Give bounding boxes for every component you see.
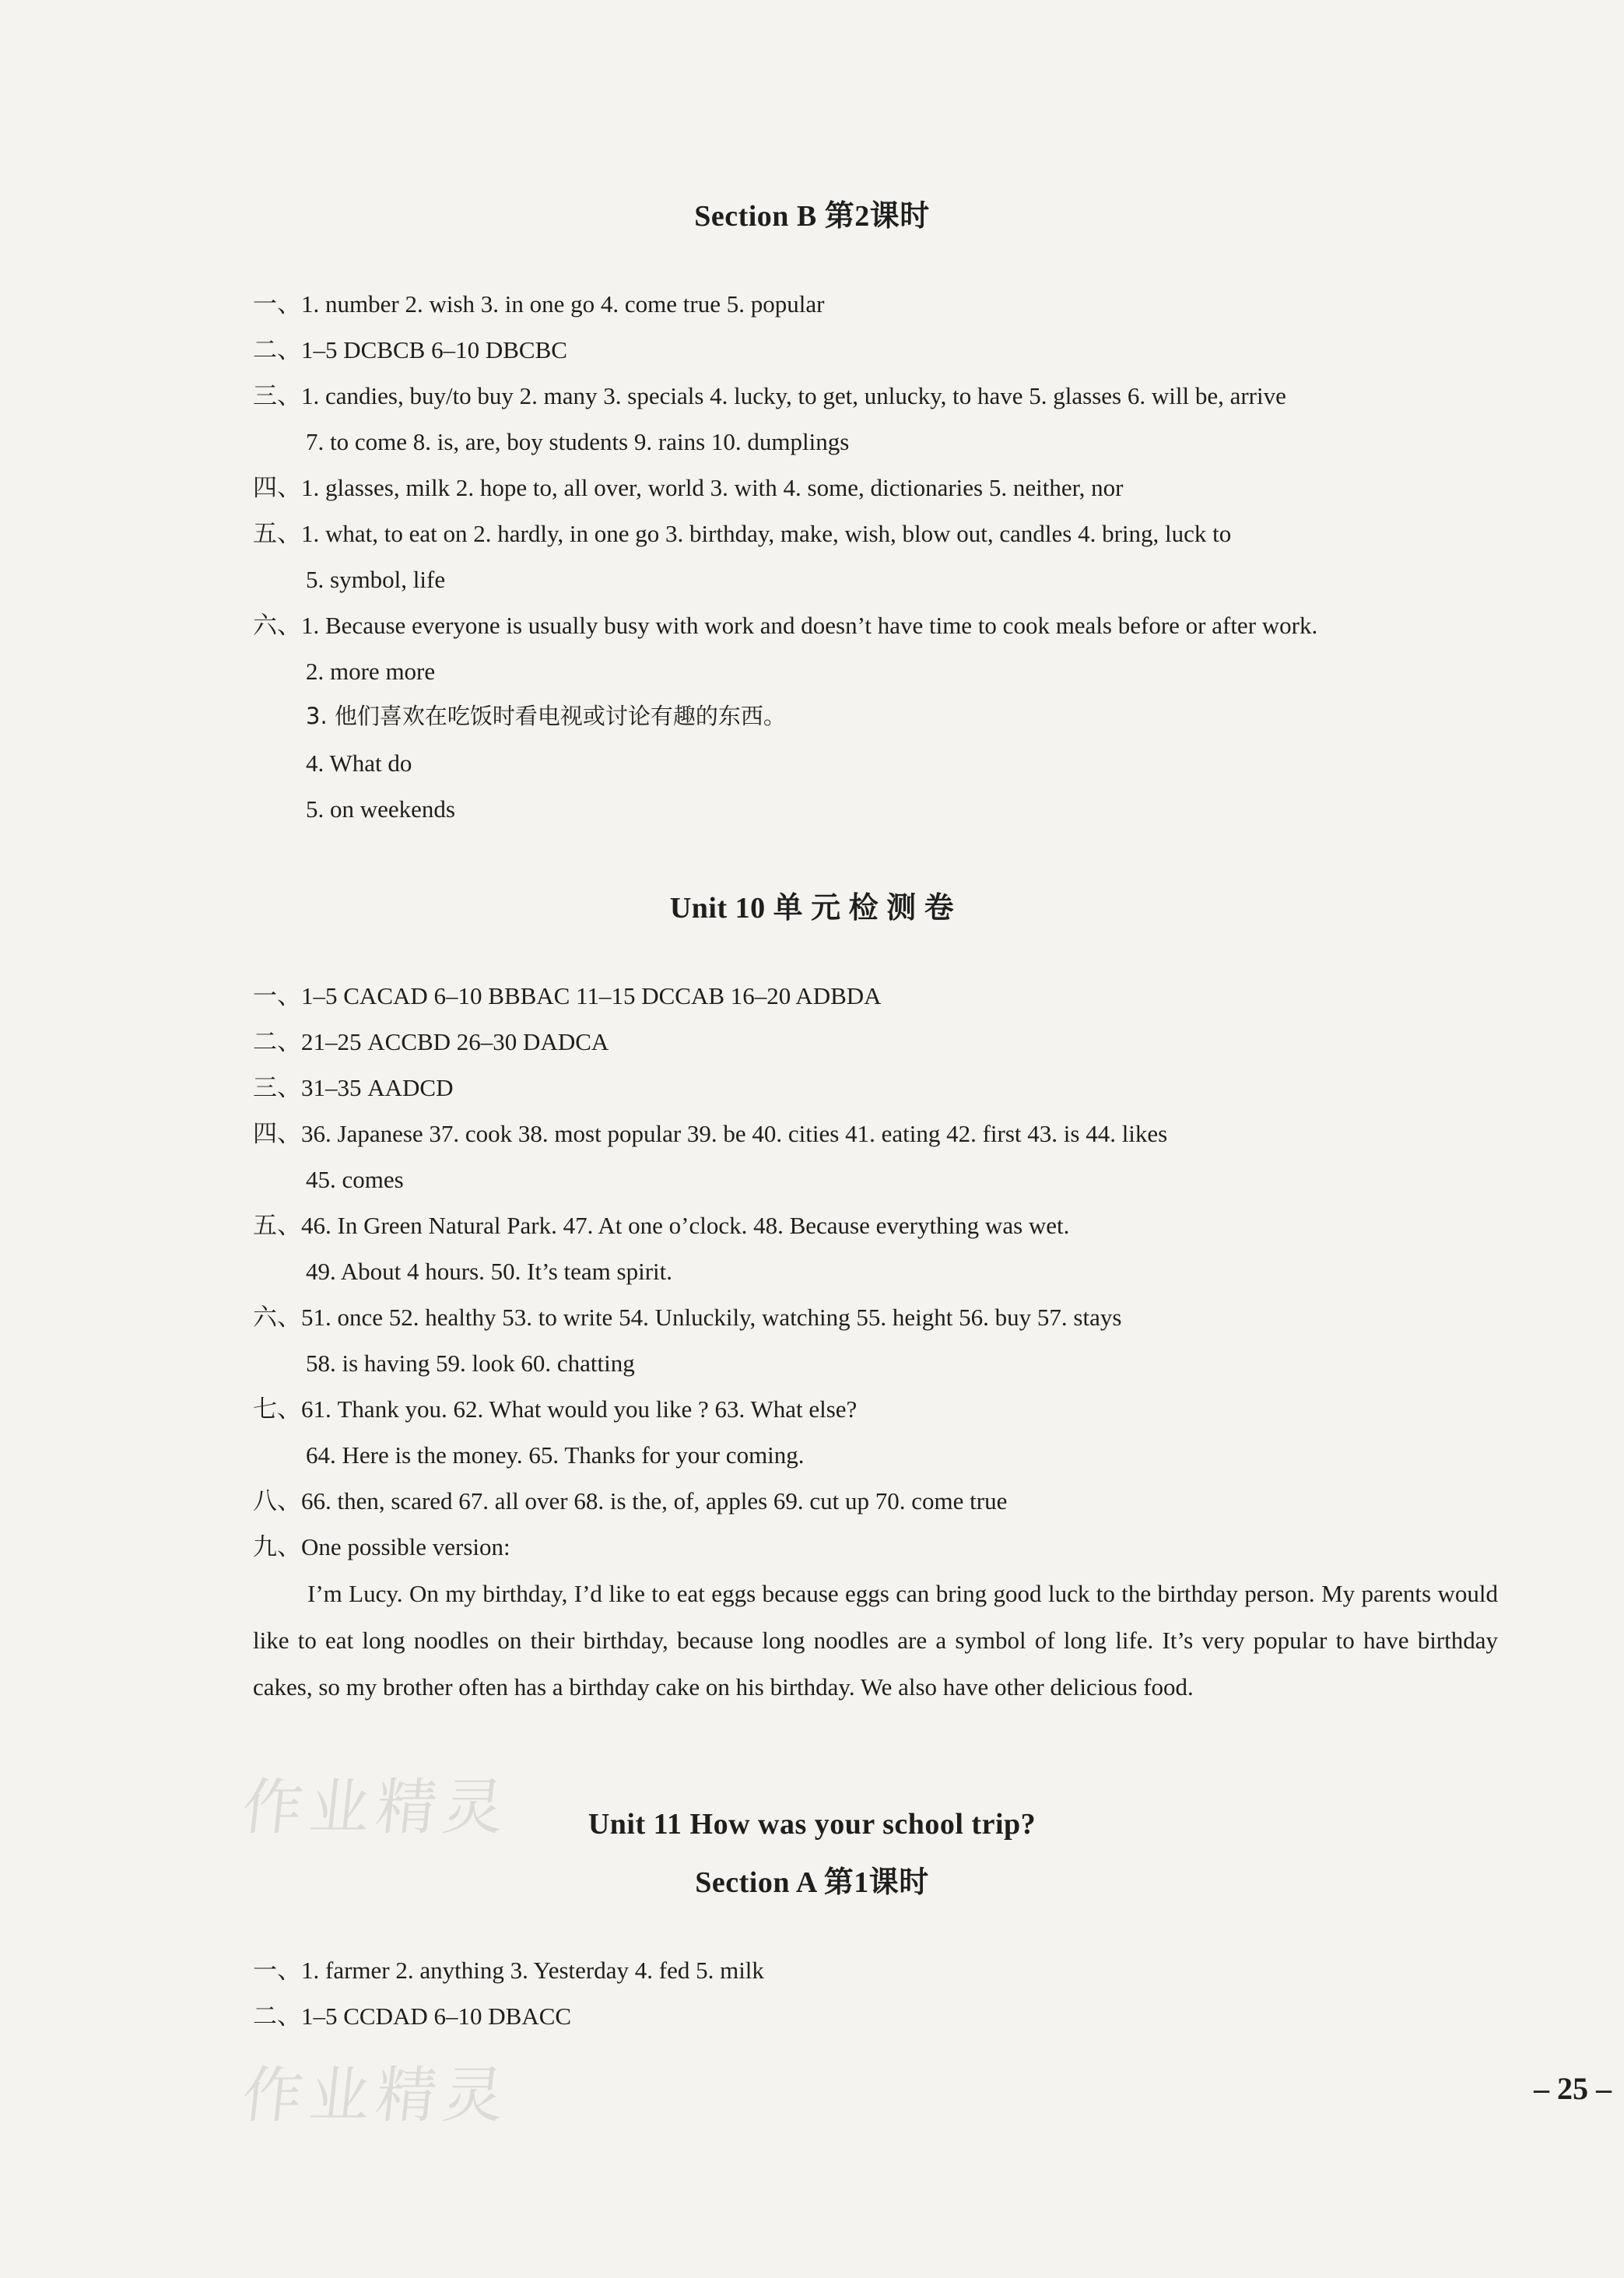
s1-line-5: 四、1. glasses, milk 2. hope to, all over, world 3. with 4. some, dictionaries 5. neither, nor xyxy=(253,474,1124,501)
s2-line-6: 五、46. In Green Natural Park. 47. At one o’clock. 48. Because everything was wet. xyxy=(253,1212,1070,1239)
s2-line-5: 45. comes xyxy=(306,1166,404,1193)
s1-line-10: 3. 他们喜欢在吃饭时看电视或讨论有趣的东西。 xyxy=(306,703,786,729)
section-a-lesson1-heading: Section A 第1课时 xyxy=(695,1866,929,1899)
s1-line-3: 三、1. candies, buy/to buy 2. many 3. specials 4. lucky, to get, unlucky, to have 5. glasses 6. will be, arrive xyxy=(253,382,1286,409)
s2-line-1: 一、1–5 CACAD 6–10 BBBAC 11–15 DCCAB 16–20 ADBDA xyxy=(253,982,882,1009)
watermark-1: 作业精灵 xyxy=(238,1773,514,1843)
s1-line-2: 二、1–5 DCBCB 6–10 DBCBC xyxy=(253,336,567,363)
s1-line-6: 五、1. what, to eat on 2. hardly, in one go 3. birthday, make, wish, blow out, candles 4. bring, luck to xyxy=(253,520,1232,547)
s3-line-2: 二、1–5 CCDAD 6–10 DBACC xyxy=(253,2002,572,2030)
s2-line-2: 二、21–25 ACCBD 26–30 DADCA xyxy=(253,1028,609,1055)
s2-line-13: 九、One possible version: xyxy=(253,1533,510,1560)
s2-line-10: 七、61. Thank you. 62. What would you like ? 63. What else? xyxy=(253,1395,858,1423)
watermark-2: 作业精灵 xyxy=(238,2061,514,2131)
s1-line-4: 7. to come 8. is, are, boy students 9. rains 10. dumplings xyxy=(306,428,850,455)
s2-line-7: 49. About 4 hours. 50. It’s team spirit. xyxy=(306,1258,673,1285)
sample-essay: I’m Lucy. On my birthday, I’d like to eat eggs because eggs can bring good luck to the birthday person. My parents would like to eat long noodles on their birthday, because long noodles are a symbol of long life. It’s very popular to have birthday cakes, so my brother often has a birthday cake on his birthday. We also have other delicious food. xyxy=(253,1580,1498,1701)
s2-line-11: 64. Here is the money. 65. Thanks for your coming. xyxy=(306,1441,805,1469)
s2-line-4: 四、36. Japanese 37. cook 38. most popular 39. be 40. cities 41. eating 42. first 43. is 44. likes xyxy=(253,1120,1168,1147)
s2-line-12: 八、66. then, scared 67. all over 68. is the, of, apples 69. cut up 70. come true xyxy=(253,1487,1008,1515)
page-number: – 25 – xyxy=(1534,2071,1612,2106)
s2-line-3: 三、31–35 AADCD xyxy=(253,1074,454,1101)
s2-line-9: 58. is having 59. look 60. chatting xyxy=(306,1350,635,1377)
s1-line-12: 5. on weekends xyxy=(306,795,455,823)
unit10-test-heading: Unit 10 单 元 检 测 卷 xyxy=(669,892,955,925)
unit11-heading: Unit 11 How was your school trip? xyxy=(588,1808,1036,1841)
s3-line-1: 一、1. farmer 2. anything 3. Yesterday 4. fed 5. milk xyxy=(253,1957,764,1984)
s1-line-9: 2. more more xyxy=(306,658,436,685)
s1-line-11: 4. What do xyxy=(306,749,412,777)
s1-line-1: 一、1. number 2. wish 3. in one go 4. come true 5. popular xyxy=(253,290,825,318)
s2-line-8: 六、51. once 52. healthy 53. to write 54. Unluckily, watching 55. height 56. buy 57. stays xyxy=(253,1304,1122,1331)
section-b-lesson2-heading: Section B 第2课时 xyxy=(694,200,930,233)
s1-line-8: 六、1. Because everyone is usually busy with work and doesn’t have time to cook meals before or after work. xyxy=(253,612,1318,639)
s1-line-7: 5. symbol, life xyxy=(306,566,446,593)
